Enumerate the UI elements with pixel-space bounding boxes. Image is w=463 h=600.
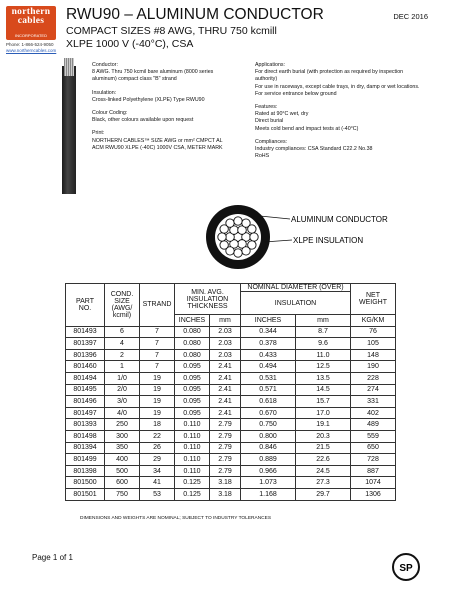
table-cell: 2.41 xyxy=(210,372,241,384)
svg-text:SP: SP xyxy=(399,563,413,574)
table-cell: 0.889 xyxy=(241,454,296,466)
table-cell: 20.3 xyxy=(296,430,351,442)
table-cell: 76 xyxy=(351,326,396,338)
table-row xyxy=(66,477,396,489)
table-cell: 0.095 xyxy=(175,361,210,373)
table-cell: 8.7 xyxy=(296,326,351,338)
table-cell: 1.073 xyxy=(241,477,296,489)
table-cell: 3.18 xyxy=(210,477,241,489)
website-link[interactable]: www.northerncables.com xyxy=(6,48,57,53)
conductor-strand xyxy=(242,247,250,255)
table-cell: 18 xyxy=(140,419,175,431)
spec-line: NORTHERN CABLES™ SIZE AWG or mm² CMPCT AL xyxy=(92,137,223,144)
table-cell: 801460 xyxy=(66,361,105,373)
table-cell: 2.41 xyxy=(210,384,241,396)
table-cell: 801499 xyxy=(66,454,105,466)
table-cell: 0.800 xyxy=(241,430,296,442)
conductor-strand xyxy=(250,233,258,241)
table-cell: 0.378 xyxy=(241,338,296,350)
table-cell: 7 xyxy=(140,361,175,373)
table-cell: 0.110 xyxy=(175,419,210,431)
th-cond: COND. SIZE (AWG/ kcmil) xyxy=(105,284,140,327)
table-cell: 0.095 xyxy=(175,384,210,396)
table-cell: 559 xyxy=(351,430,396,442)
table-cell: 19 xyxy=(140,396,175,408)
table-cell: 0.966 xyxy=(241,465,296,477)
table-cell: 0.110 xyxy=(175,465,210,477)
cable-photo xyxy=(62,66,76,194)
table-cell: 2 xyxy=(105,349,140,361)
table-cell: 250 xyxy=(105,419,140,431)
table-row xyxy=(66,326,396,338)
table-cell: 801501 xyxy=(66,488,105,500)
phone: Phone: 1-866-524-9050 xyxy=(6,42,54,47)
table-cell: 11.0 xyxy=(296,349,351,361)
table-cell: 0.846 xyxy=(241,442,296,454)
table-cell: 41 xyxy=(140,477,175,489)
page-title: RWU90 – ALUMINUM CONDUCTOR xyxy=(66,6,324,23)
spec-line: Meets cold bend and impact tests at (-40°C) xyxy=(255,125,359,132)
table-cell: 0.125 xyxy=(175,488,210,500)
conductor-strand xyxy=(220,241,228,249)
table-cell: 7 xyxy=(140,349,175,361)
table-cell: 801394 xyxy=(66,442,105,454)
table-cell: 0.095 xyxy=(175,407,210,419)
table-cell: 2.79 xyxy=(210,442,241,454)
table-cell: 1 xyxy=(105,361,140,373)
table-cell: 105 xyxy=(351,338,396,350)
table-row xyxy=(66,361,396,373)
table-cell: 0.494 xyxy=(241,361,296,373)
table-cell: 17.0 xyxy=(296,407,351,419)
table-cell: 728 xyxy=(351,454,396,466)
table-cell: 27.3 xyxy=(296,477,351,489)
table-cell: 2.03 xyxy=(210,326,241,338)
th-unit: KG/KM xyxy=(351,315,396,327)
table-cell: 0.095 xyxy=(175,396,210,408)
table-row xyxy=(66,454,396,466)
table-cell: 22 xyxy=(140,430,175,442)
spec-line: Direct burial xyxy=(255,118,284,125)
table-cell: 9.6 xyxy=(296,338,351,350)
table-cell: 0.670 xyxy=(241,407,296,419)
table-cell: 7 xyxy=(140,338,175,350)
th-unit: mm xyxy=(210,315,241,327)
table-cell: 3/0 xyxy=(105,396,140,408)
tolerance-note: DIMENSIONS AND WEIGHTS ARE NOMINAL; SUBJECT TO INDUSTRY TOLERANCES xyxy=(80,516,272,521)
table-cell: 1.168 xyxy=(241,488,296,500)
table-row xyxy=(66,349,396,361)
spec-line: For service entrance below ground xyxy=(255,90,337,97)
table-cell: 26 xyxy=(140,442,175,454)
spec-heading: Conductor: xyxy=(92,62,118,68)
table-cell: 148 xyxy=(351,349,396,361)
table-cell: 53 xyxy=(140,488,175,500)
table-cell: 402 xyxy=(351,407,396,419)
table-row xyxy=(66,419,396,431)
table-cell: 0.125 xyxy=(175,477,210,489)
spec-line: 8 AWG. Thru 750 kcmil bare aluminum (8000 series xyxy=(92,69,214,76)
label-insulation: XLPE INSULATION xyxy=(293,236,364,245)
table-cell: 0.344 xyxy=(241,326,296,338)
table-cell: 500 xyxy=(105,465,140,477)
table-cell: 2.79 xyxy=(210,454,241,466)
subtitle-1: COMPACT SIZES #8 AWG, THRU 750 kcmill xyxy=(66,25,277,37)
table-cell: 0.080 xyxy=(175,326,210,338)
spec-line: Industry compliances: CSA Standard C22.2 No.38 xyxy=(255,146,373,153)
table-cell: 350 xyxy=(105,442,140,454)
table-cell: 2/0 xyxy=(105,384,140,396)
table-cell: 2.03 xyxy=(210,349,241,361)
table-cell: 3.18 xyxy=(210,488,241,500)
conductor-strand xyxy=(248,225,256,233)
cable-strands xyxy=(64,58,74,76)
conductor-strand xyxy=(218,233,226,241)
spec-line: ACM RWU90 XLPE (-40C) 1000V CSA, METER MARK xyxy=(92,144,223,151)
th-unit: INCHES xyxy=(241,315,296,327)
label-conductor: ALUMINUM CONDUCTOR xyxy=(291,215,388,224)
table-cell: 0.531 xyxy=(241,372,296,384)
spec-heading: Compliances: xyxy=(255,138,288,145)
table-cell: 801500 xyxy=(66,477,105,489)
table-cell: 331 xyxy=(351,396,396,408)
table-cell: 801393 xyxy=(66,419,105,431)
table-cell: 12.5 xyxy=(296,361,351,373)
table-cell: 14.5 xyxy=(296,384,351,396)
spec-heading: Insulation: xyxy=(92,89,117,96)
table-row xyxy=(66,407,396,419)
table-cell: 400 xyxy=(105,454,140,466)
table-cell: 1074 xyxy=(351,477,396,489)
page-number: Page 1 of 1 xyxy=(32,553,73,562)
th-strand: STRAND xyxy=(140,284,175,327)
table-cell: 801496 xyxy=(66,396,105,408)
spec-line: Cross-linked Polyethylene (XLPE) Type RWU90 xyxy=(92,96,205,103)
table-row xyxy=(66,442,396,454)
th-net: NET WEIGHT xyxy=(351,284,396,315)
table-cell: 19.1 xyxy=(296,419,351,431)
conductor-strand xyxy=(234,249,242,257)
table-row xyxy=(66,338,396,350)
table-cell: 0.110 xyxy=(175,442,210,454)
table-cell: 887 xyxy=(351,465,396,477)
table-cell: 2.41 xyxy=(210,407,241,419)
th-insulation: MIN. AVG. INSULATION THICKNESS xyxy=(175,284,241,315)
spec-heading: Applications: xyxy=(255,62,286,68)
table-cell: 4/0 xyxy=(105,407,140,419)
table-row xyxy=(66,430,396,442)
table-cell: 2.79 xyxy=(210,465,241,477)
table-cell: 0.750 xyxy=(241,419,296,431)
table-cell: 0.080 xyxy=(175,338,210,350)
spec-line: Rated at 90°C wet, dry xyxy=(255,111,309,118)
table-cell: 22.6 xyxy=(296,454,351,466)
table-cell: 0.080 xyxy=(175,349,210,361)
spec-heading: Features: xyxy=(255,104,278,111)
table-cell: 801396 xyxy=(66,349,105,361)
table-cell: 190 xyxy=(351,361,396,373)
th-unit: INCHES xyxy=(175,315,210,327)
spec-line: Black, other colours available upon request xyxy=(92,117,194,124)
table-cell: 274 xyxy=(351,384,396,396)
table-cell: 1/0 xyxy=(105,372,140,384)
table-cell: 7 xyxy=(140,326,175,338)
logo-line2: cables xyxy=(17,16,45,26)
table-row xyxy=(66,465,396,477)
table-cell: 801498 xyxy=(66,430,105,442)
conductor-strand xyxy=(234,217,242,225)
table-cell: 4 xyxy=(105,338,140,350)
th-nominal: NOMINAL DIAMETER (OVER) xyxy=(241,284,351,292)
table-cell: 801493 xyxy=(66,326,105,338)
table-cell: 801497 xyxy=(66,407,105,419)
th-unit: mm xyxy=(296,315,351,327)
table-cell: 228 xyxy=(351,372,396,384)
table-cell: 801397 xyxy=(66,338,105,350)
logo-line1: northern xyxy=(11,7,51,17)
spec-heading: Colour Coding: xyxy=(92,110,128,117)
table-cell: 2.03 xyxy=(210,338,241,350)
table-cell: 15.7 xyxy=(296,396,351,408)
table-cell: 1306 xyxy=(351,488,396,500)
logo-tagline: INCORPORATED xyxy=(15,33,47,38)
table-cell: 13.5 xyxy=(296,372,351,384)
table-cell: 489 xyxy=(351,419,396,431)
table-cell: 300 xyxy=(105,430,140,442)
table-cell: 0.433 xyxy=(241,349,296,361)
table-cell: 2.41 xyxy=(210,361,241,373)
table-cell: 801398 xyxy=(66,465,105,477)
cable-cross-section xyxy=(200,203,400,288)
spec-heading: Print: xyxy=(92,130,105,137)
th-part: PART NO. xyxy=(66,284,105,327)
table-cell: 19 xyxy=(140,384,175,396)
table-cell: 0.110 xyxy=(175,454,210,466)
specs-left xyxy=(92,62,244,152)
company-logo xyxy=(6,6,56,40)
csa-certification-mark xyxy=(391,552,421,587)
spec-line: authority) xyxy=(255,76,278,83)
table-cell: 0.571 xyxy=(241,384,296,396)
table-cell: 6 xyxy=(105,326,140,338)
spec-line: For use in raceways, except cable trays, in dry, damp or wet locations. xyxy=(255,83,420,90)
spec-table xyxy=(65,283,396,501)
table-cell: 801495 xyxy=(66,384,105,396)
table-cell: 0.618 xyxy=(241,396,296,408)
table-cell: 0.110 xyxy=(175,430,210,442)
table-cell: 29 xyxy=(140,454,175,466)
specs-right xyxy=(255,62,455,160)
th-nominal-sub: INSULATION xyxy=(241,292,351,315)
spec-line: aluminum) compact class "B" strand xyxy=(92,76,177,83)
table-row xyxy=(66,396,396,408)
table-row xyxy=(66,372,396,384)
table-cell: 2.41 xyxy=(210,396,241,408)
table-cell: 0.095 xyxy=(175,372,210,384)
table-row xyxy=(66,384,396,396)
table-cell: 34 xyxy=(140,465,175,477)
subtitle-2: XLPE 1000 V (-40°C), CSA xyxy=(66,38,194,50)
table-cell: 21.5 xyxy=(296,442,351,454)
table-cell: 750 xyxy=(105,488,140,500)
table-cell: 24.5 xyxy=(296,465,351,477)
table-row xyxy=(66,488,396,500)
table-cell: 29.7 xyxy=(296,488,351,500)
table-cell: 19 xyxy=(140,407,175,419)
spec-line: For direct earth burial (with protection as required by inspection xyxy=(255,69,404,76)
table-cell: 801494 xyxy=(66,372,105,384)
table-cell: 19 xyxy=(140,372,175,384)
doc-date: DEC 2016 xyxy=(393,12,428,21)
table-cell: 600 xyxy=(105,477,140,489)
table-cell: 2.79 xyxy=(210,419,241,431)
conductor-strand xyxy=(226,219,234,227)
table-cell: 650 xyxy=(351,442,396,454)
spec-line: RoHS xyxy=(255,153,270,160)
table-cell: 2.79 xyxy=(210,430,241,442)
